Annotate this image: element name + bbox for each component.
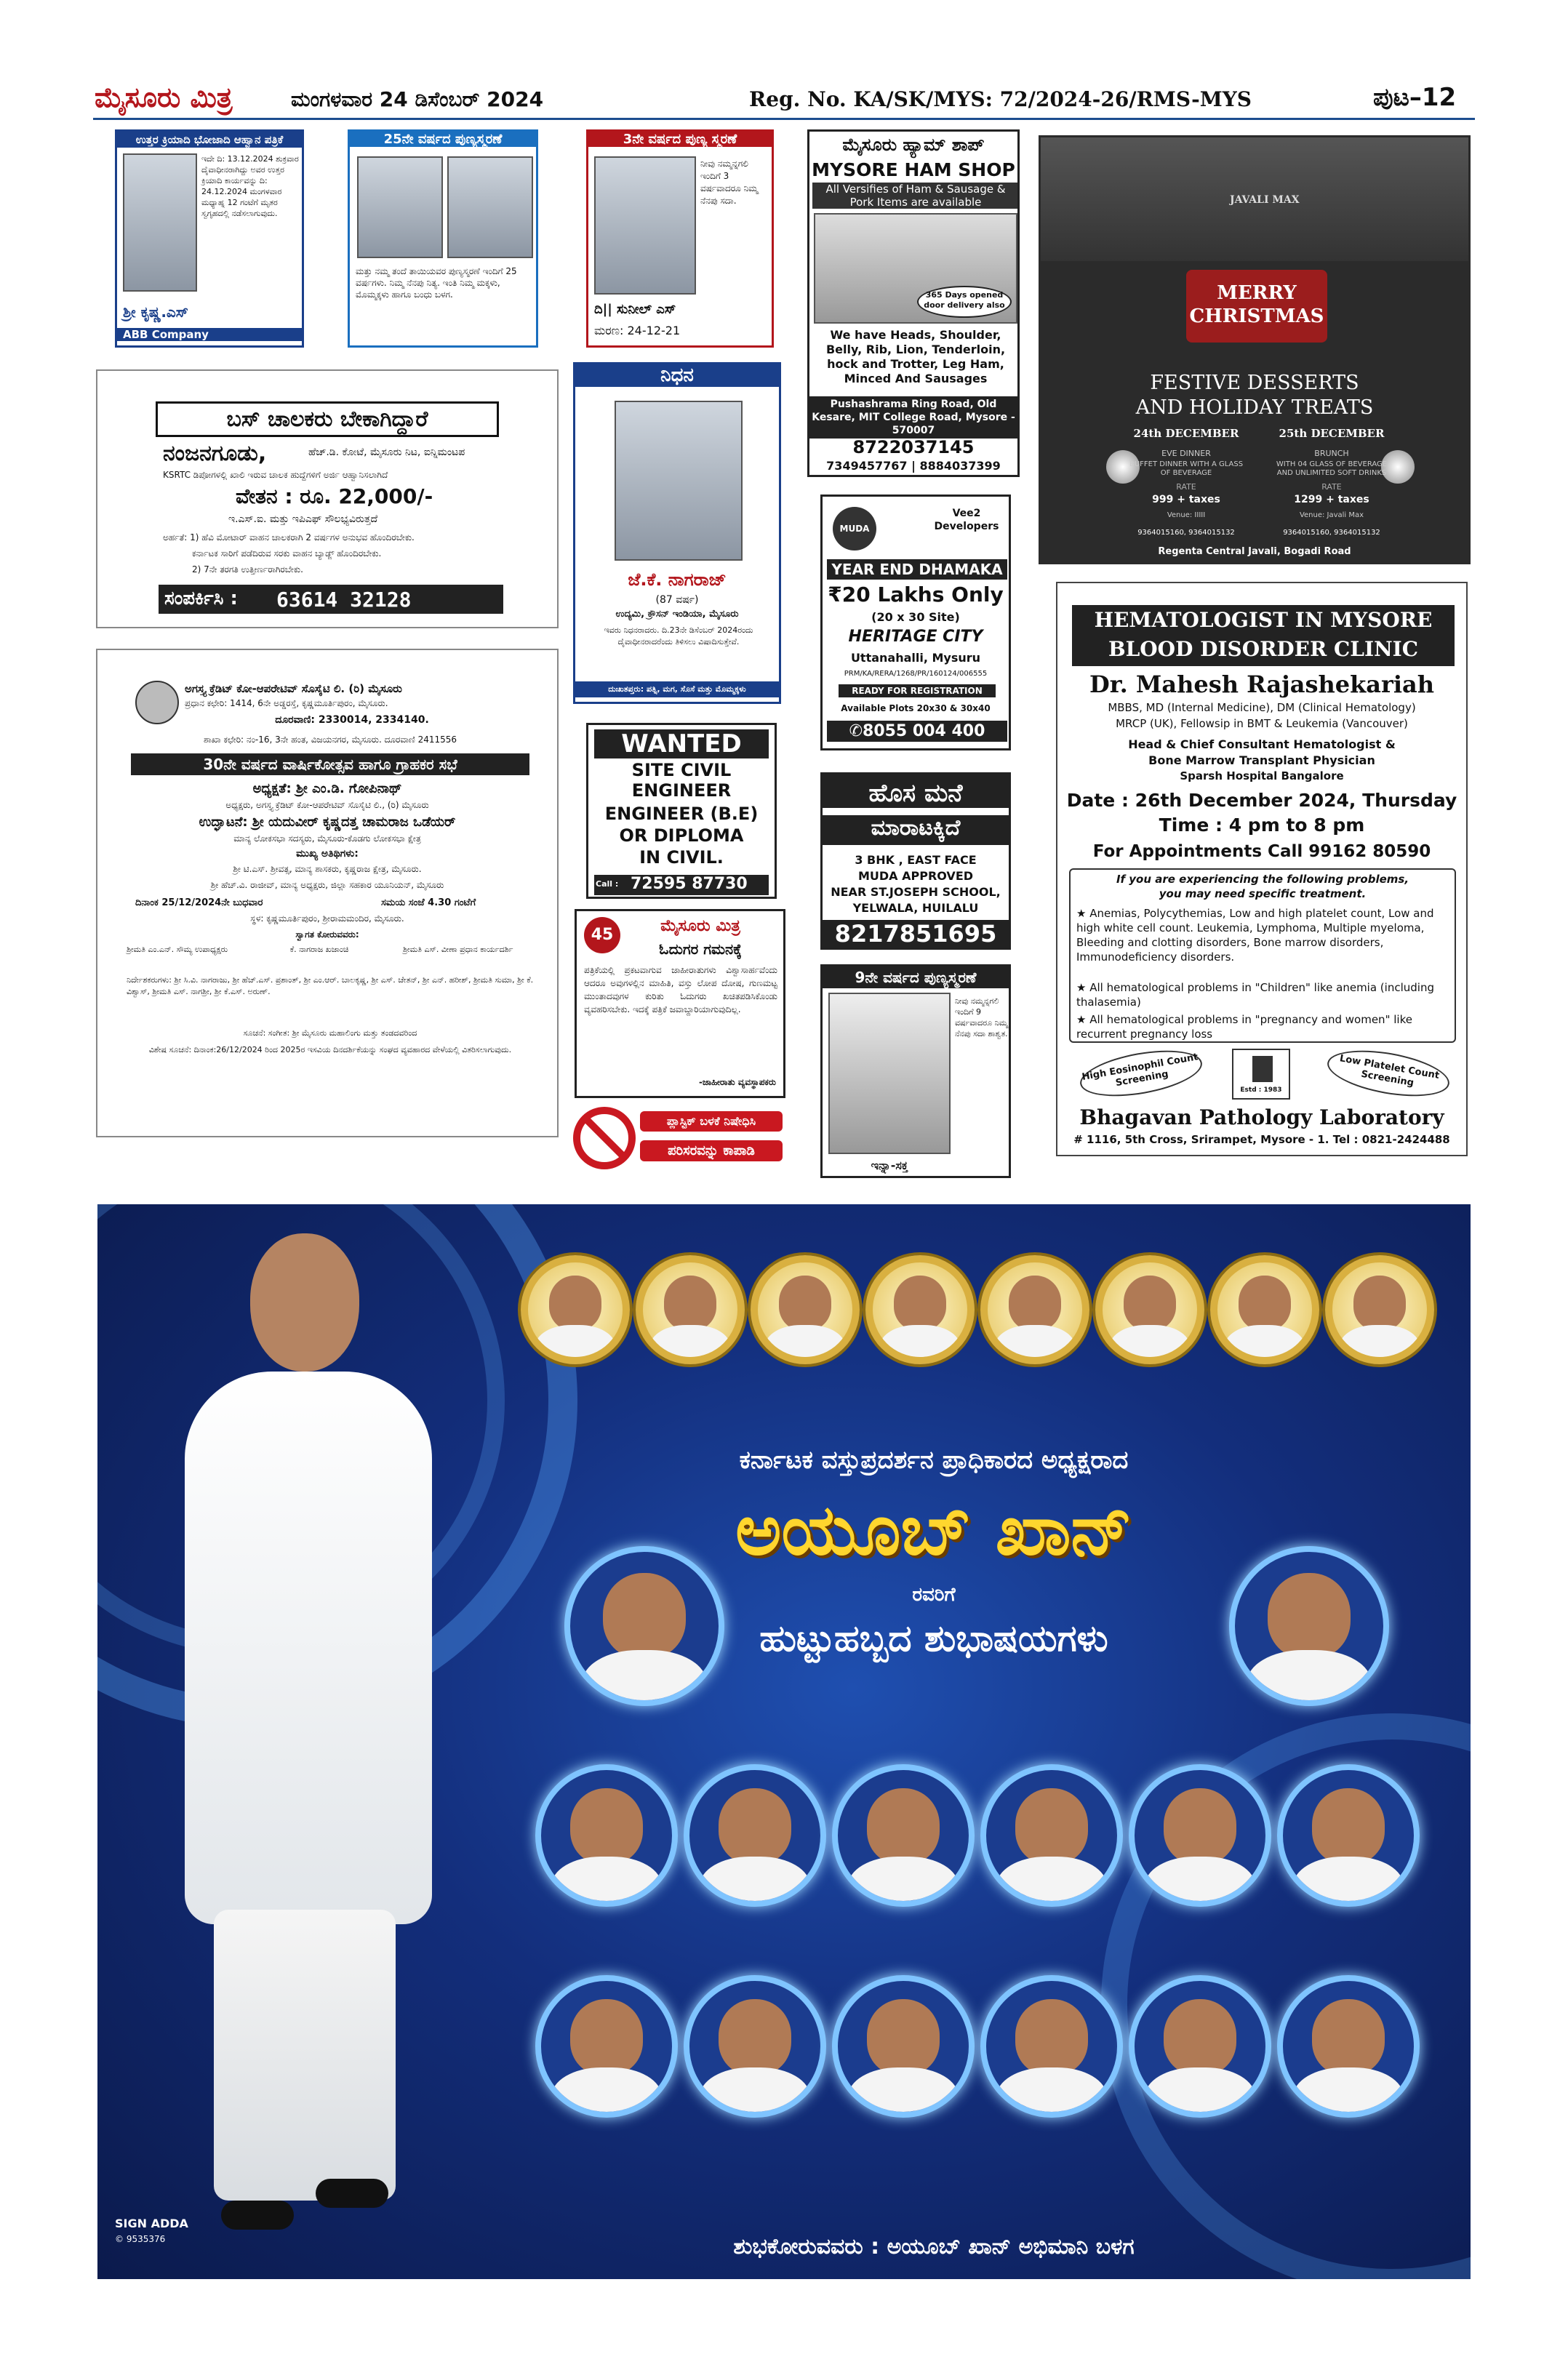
no-plastic-slash xyxy=(583,1116,628,1161)
doctor-role-2: Bone Marrow Transplant Physician xyxy=(1148,753,1375,767)
figure-shoe-left xyxy=(221,2201,294,2230)
designer-credit: SIGN ADDA xyxy=(115,2217,188,2230)
eve-date: 24th DECEMBER xyxy=(1133,427,1239,440)
lab-established: Estd : 1983 xyxy=(1240,1086,1282,1094)
registration-number: Reg. No. KA/SK/MYS: 72/2024-26/RMS-MYS xyxy=(749,87,1252,111)
event-venue: ಸ್ಥಳ: ಕೃಷ್ಣಮೂರ್ತಿಪುರಂ, ಶ್ರೀರಾಮಮಂದಿರ, ಮೈಸೂರು. xyxy=(250,913,404,924)
supporter-photo-row3-5 xyxy=(1129,1975,1271,2118)
lab-name: Bhagavan Pathology Laboratory xyxy=(1079,1105,1444,1129)
leader-photo-7 xyxy=(1210,1255,1319,1364)
doctor-name: Dr. Mahesh Rajashekariah xyxy=(1089,670,1435,698)
brunch-price: 1299 + taxes xyxy=(1294,494,1369,505)
call-label: Call : xyxy=(594,875,631,895)
brunch-venue: Venue: Javali Max xyxy=(1299,511,1364,519)
project-location: Uttanahalli, Mysuru xyxy=(850,651,981,665)
shop-title: MYSORE HAM SHOP xyxy=(812,159,1015,180)
banner-wish: ಹುಟ್ಟುಹಬ್ಬದ ಶುಭಾಷಯಗಳು xyxy=(759,1617,1108,1660)
notice-text: ಪತ್ರಿಕೆಯಲ್ಲಿ ಪ್ರಕಟವಾಗುವ ಜಾಹೀರಾತುಗಳು ವಿಶ್ವಾಸಾರ್ಹವೆಂದು ಆದರೂ ಅವುಗಳಲ್ಲಿನ ಮಾಹಿತಿ, ವಸ್ತು ಲೋಪ ದೋಷ, ಗುಣಮಟ್ಟ ಮುಂತಾದವುಗಳ ಕುರಿತು ಓದುಗರು ಖಚಿತಪಡಿಸಿಕೊಂಡು ವ್ಯವಹರಿಸಬೇಕು. ಇದಕ್ಕೆ ಪತ್ರಿಕೆ ಜವಾಬ್ದಾರಿಯಾಗುವುದಿಲ್ಲ. xyxy=(584,965,777,1014)
deceased-name: ದಿ|| ಸುನೀಲ್ ಎಸ್ xyxy=(594,302,676,317)
place-secondary: ಹೆಚ್.ಡಿ. ಕೋಟೆ, ಮೈಸೂರು ನಿಟ, ಐನ್ನಿಮಂಟಪ xyxy=(308,447,465,458)
problems-box xyxy=(1069,868,1456,1043)
figure-head xyxy=(250,1233,359,1372)
welcome-secretary: ಶ್ರೀಮತಿ ಎಸ್. ವೀಣಾ ಪ್ರಧಾನ ಕಾರ್ಯದರ್ಶಿ xyxy=(403,945,513,954)
qualification-line-2: OR DIPLOMA xyxy=(619,825,744,846)
ad-title: 3ನೇ ವರ್ಷದ ಪುಣ್ಯ ಸ್ಮರಣೆ xyxy=(588,132,772,147)
anniversary-ad-3 xyxy=(586,129,774,348)
plastic-ban-ad xyxy=(570,1105,788,1171)
leader-photo-8 xyxy=(1325,1255,1434,1364)
death-date: ಮರಣ: 24-12-21 xyxy=(594,324,681,337)
ad-title: WANTED xyxy=(594,729,769,758)
plots-available: Available Plots 20x30 & 30x40 xyxy=(841,703,991,713)
society-phone: ದೂರವಾಣಿ: 2330014, 2334140. xyxy=(275,714,429,726)
phone: 8217851695 xyxy=(823,920,1009,948)
ad-title: ಹೊಸ ಮನೆ xyxy=(823,774,1009,808)
leader-photo-4 xyxy=(865,1255,975,1364)
supporter-photo-row2-6 xyxy=(1277,1764,1420,1907)
society-title: ಅಗಸ್ತ್ಯ ಕ್ರೆಡಿಟ್ ಕೋ-ಆಪರೇಟಿವ್ ಸೊಸೈಟಿ ಲಿ. (ರಿ) ಮೈಸೂರು xyxy=(185,682,402,695)
salary: ವೇತನ : ರೂ. 22,000/- xyxy=(236,484,433,508)
doctor-hospital: Sparsh Hospital Bangalore xyxy=(1180,769,1344,782)
event-inauguration-role: ಮಾನ್ಯ ಲೋಕಸಭಾ ಸದಸ್ಯರು, ಮೈಸೂರು-ಕೊಡಗು ಲೋಕಸಭಾ ಕ್ಷೇತ್ರ xyxy=(233,833,421,844)
doctor-degree-1: MBBS, MD (Internal Medicine), DM (Clinical Hematology) xyxy=(1108,701,1416,714)
obituary-ad-nagaraj xyxy=(573,362,781,704)
supporter-photo-row2-4 xyxy=(980,1764,1123,1907)
ready-badge: READY FOR REGISTRATION xyxy=(839,684,996,697)
event-title: 30ನೇ ವರ್ಷದ ವಾರ್ಷಿಕೋತ್ಸವ ಹಾಗೂ ಗ್ರಾಹಕರ ಸಭೆ xyxy=(131,753,529,775)
society-office: ಪ್ರಧಾನ ಕಛೇರಿ: 1414, 6ನೇ ಅಡ್ಡರಸ್ತೆ, ಕೃಷ್ಣಮೂರ್ತಿಪುರಂ, ಮೈಸೂರು. xyxy=(185,698,388,708)
leader-photo-2 xyxy=(636,1255,745,1364)
eve-label: EVE DINNER xyxy=(1161,449,1211,458)
deceased-name: ಶ್ರೀ ಕೃಷ್ಣ.ಎಸ್ xyxy=(123,303,188,321)
clinic-time: Time : 4 pm to 8 pm xyxy=(1159,814,1365,836)
qualification-line-3: IN CIVIL. xyxy=(639,847,724,868)
anniversary-ad-9 xyxy=(820,964,1011,1178)
contact-number: 63614 32128 xyxy=(271,585,503,614)
plastic-line-2: ಪರಿಸರವನ್ನು ಕಾಪಾಡಿ xyxy=(640,1140,783,1161)
event-date: ದಿನಾಂಕ 25/12/2024ನೇ ಬುಧವಾರ xyxy=(135,897,263,908)
plastic-line-1: ಪ್ಲಾಸ್ಟಿಕ್ ಬಳಕೆ ನಿಷೇಧಿಸಿ xyxy=(640,1111,783,1132)
shop-tagline: All Versifies of Ham & Sausage & Pork Items are available xyxy=(812,183,1019,209)
christmas-banner: MERRY CHRISTMAS xyxy=(1186,270,1327,343)
delivery-badge: 365 Days opened door delivery also xyxy=(917,286,1012,318)
christmas-ad xyxy=(1039,135,1471,564)
couple-photo-right xyxy=(447,156,533,258)
problems-intro-2: you may need specific treatment. xyxy=(1159,887,1367,900)
platelet-badge: Low Platelet Count Screening xyxy=(1324,1043,1452,1105)
shop-phone-primary: 8722037145 xyxy=(852,437,975,457)
brunch-desc: WITH 04 GLASS OF BEVERAGE AND UNLIMITED SOFT DRINKS xyxy=(1276,460,1388,477)
developer-logo: Vee2 Developers xyxy=(934,508,999,532)
supporter-photo-row2-5 xyxy=(1129,1764,1271,1907)
contact-label: ಸಂಪರ್ಕಿಸಿ : xyxy=(159,585,271,614)
lab-logo-mark xyxy=(1252,1056,1273,1082)
problems-list-1: ★ Anemias, Polycythemias, Low and high platelet count, Low and high white cell count. Leukemia, Lymphoma, Multiple myeloma, Bleeding and clotting disorders, Bone marrow disorders, Immunodeficiency disorders. xyxy=(1076,907,1434,964)
qualification-line-1: ENGINEER (B.E) xyxy=(604,804,759,824)
event-time: ಸಮಯ ಸಂಜೆ 4.30 ಗಂಟೆಗೆ xyxy=(381,897,476,908)
eve-venue: Venue: IIIII xyxy=(1167,511,1206,519)
leader-photo-1 xyxy=(521,1255,630,1364)
event-chair: ಅಧ್ಯಕ್ಷತೆ: ಶ್ರೀ ಎಂ.ಡಿ. ಗೋಪಿನಾಥ್ xyxy=(252,781,402,796)
brunch-phones: 9364015160, 9364015132 xyxy=(1283,529,1380,537)
lab-address: # 1116, 5th Cross, Srirampet, Mysore - 1. Tel : 0821-2424488 xyxy=(1073,1133,1450,1146)
position-line-1: SITE CIVIL xyxy=(631,760,732,780)
project-name: HERITAGE CITY xyxy=(848,628,983,646)
welcome-vice-president: ಶ್ರೀಮತಿ ಎಂ.ಎನ್. ಸೌಮ್ಯ ಉಪಾಧ್ಯಕ್ಷರು xyxy=(127,945,228,954)
supporter-photo-right xyxy=(1229,1546,1389,1706)
portrait-photo xyxy=(828,993,951,1154)
bus-drivers-ad xyxy=(96,369,559,628)
condition-2: ಕರ್ನಾಟಕ ಸಾರಿಗೆ ಪಡೆದಿರುವ ಸರಕು ವಾಹನ ಬ್ಯಾಡ್ಜ್ ಹೊಂದಿರಬೇಕು. xyxy=(192,548,382,559)
supporter-photo-row2-3 xyxy=(832,1764,975,1907)
birthday-banner xyxy=(97,1204,1471,2279)
doctor-role-1: Head & Chief Consultant Hematologist & xyxy=(1128,737,1396,751)
problems-list-2: ★ All hematological problems in "Children" like anemia (including thalasemia) xyxy=(1076,981,1434,1009)
condition-1: ಅರ್ಹತೆ: 1) ಹೆವಿ ಮೋಟಾರ್ ವಾಹನ ಚಾಲಕರಾಗಿ 2 ವರ್ಷಗಳ ಅನುಭವ ಹೊಂದಿರಬೇಕು. xyxy=(163,532,415,543)
eve-price: 999 + taxes xyxy=(1152,494,1220,505)
brand-name: ಮೈಸೂರು ಮಿತ್ರ xyxy=(660,917,740,935)
muda-logo: MUDA xyxy=(833,507,876,551)
society-branch: ಶಾಖಾ ಕಛೇರಿ: ನಂ-16, 3ನೇ ಹಂತ, ವಿಜಯನಗರ, ಮೈಸೂರು. ದೂರವಾಣಿ 2411556 xyxy=(203,734,457,745)
masthead: ಮೈಸೂರು ಮಿತ್ರ xyxy=(95,81,233,113)
special-note: ವಿಶೇಷ ಸೂಚನೆ: ದಿನಾಂಕ:26/12/2024 ರಿಂದ 2025ರ ಇಸವಿಯ ದಿನದರ್ಶಿಕೆಯನ್ನು ಸಂಘದ ವ್ಯವಹಾರದ ವೇಳೆಯಲ್ಲಿ ವಿತರಿಸಲಾಗುವುದು. xyxy=(148,1045,512,1054)
note-line: ಸೂಚನೆ: ಸಂಗೀತ: ಶ್ರೀ ಮೈಸೂರು ಮಹಾಲಿಂಗು ಮತ್ತು ತಂಡದವರಿಂದ xyxy=(243,1028,417,1038)
house-detail-4: YELWALA, HUILALU xyxy=(852,901,979,915)
deceased-org: ಉದ್ಯಮಿ, ಕ್ರೌಸನ್ ಇಂಡಿಯಾ, ಮೈಸೂರು xyxy=(615,609,739,620)
portrait-photo xyxy=(123,153,197,292)
ad-subtitle: ಮಾರಾಟಕ್ಕಿದೆ xyxy=(823,815,1009,845)
ad-title: HEMATOLOGIST IN MYSORE xyxy=(1072,605,1455,636)
banner-subtitle: ಕರ್ನಾಟಕ ವಸ್ತುಪ್ರದರ್ಶನ ಪ್ರಾಧಿಕಾರದ ಅಧ್ಯಕ್ಷರಾದ xyxy=(739,1446,1129,1475)
appointment-line: For Appointments Call 99162 80590 xyxy=(1092,842,1431,861)
ham-shop-ad xyxy=(807,129,1020,477)
hematologist-ad xyxy=(1056,582,1468,1156)
hotel-name: JAVALI MAX xyxy=(1230,194,1300,206)
brunch-label: BRUNCH xyxy=(1314,449,1349,458)
eve-desc: BUFFET DINNER WITH A GLASS OF BEVERAGE xyxy=(1129,460,1244,477)
eve-phones: 9364015160, 9364015132 xyxy=(1137,529,1235,537)
ad-text: ಮತ್ತು ನಮ್ಮ ತಂದೆ ತಾಯಿಯವರ ಪುಣ್ಯಸ್ಮರಣೆ ಇಂದಿಗೆ 25 ವರ್ಷಗಳು. ನಿಮ್ಮ ನೆನಪು ನಿತ್ಯ. ಇಂತಿ ನಿಮ್ಮ ಮಕ್ಕಳು, ಮೊಮ್ಮಕ್ಕಳು ಹಾಗೂ ಬಂಧು ಬಳಗ. xyxy=(356,266,517,300)
notice-title: ಓದುಗರ ಗಮನಕ್ಕೆ xyxy=(659,940,742,958)
header-rule xyxy=(93,118,1475,120)
phone: 72595 87730 xyxy=(631,875,769,895)
supporter-photo-row2-2 xyxy=(684,1764,826,1907)
rera-number: PRM/KA/RERA/1268/PR/160124/006555 xyxy=(844,670,988,678)
brunch-rate-label: RATE xyxy=(1321,482,1342,492)
ad-title: YEAR END DHAMAKA xyxy=(827,559,1007,580)
price: ₹20 Lakhs Only xyxy=(828,583,1004,606)
place-primary: ನಂಜನಗೂಡು, xyxy=(163,441,267,466)
position-line-2: ENGINEER xyxy=(631,780,732,801)
family-signature: ಇನ್ನಾ-ಸಕ್ತ xyxy=(871,1158,908,1172)
ad-text: ಇದೇ ದಿ: 13.12.2024 ಶುಕ್ರವಾರ ದೈವಾಧೀನರಾಗಿದ್ದು ಅವರ ಉತ್ತರ ಕ್ರಿಯಾದಿ ಕಾರ್ಯವನ್ನು ದಿ: 24.12.2024 ಮಂಗಳವಾರ ಮಧ್ಯಾಹ್ನ 12 ಗಂಟೆಗೆ ಮೃತರ ಸ್ವಗೃಹದಲ್ಲಿ ನಡೆಸಲಾಗುವುದು. xyxy=(201,154,299,218)
page-number: ಪುಟ–12 xyxy=(1373,83,1457,112)
hotel-address: Regenta Central Javali, Bogadi Road xyxy=(1158,546,1351,557)
figure-kurta xyxy=(185,1372,432,1924)
supporter-photo-row3-3 xyxy=(832,1975,975,2118)
heritage-city-ad xyxy=(820,495,1011,750)
banner-name: ಅಯೂಬ್ ಖಾನ್ xyxy=(735,1489,1132,1571)
ad-title: ನಿಧನ xyxy=(575,364,779,387)
readers-notice-ad xyxy=(575,909,785,1098)
anniversary-ad-25 xyxy=(348,129,538,348)
condition-3: 2) 7ನೇ ತರಗತಿ ಉತ್ತೀರ್ಣರಾಗಿರಬೇಕು. xyxy=(192,564,303,575)
phone: ✆8055 004 400 xyxy=(827,721,1007,742)
family-line: ದುಃಖತಪ್ತರು: ಪತ್ನಿ, ಮಗ, ಸೊಸೆ ಮತ್ತು ಮೊಮ್ಮಕ್ಕಳು xyxy=(575,681,779,697)
problems-list-3: ★ All hematological problems in "pregnancy and women" like recurrent pregnancy loss xyxy=(1076,1013,1412,1041)
ad-text: ಇವರು ನಿಧನರಾದರು. ದಿ.23ನೇ ಡಿಸೆಂಬರ್ 2024ರಂದು ದೈವಾಧೀನರಾದರೆಂದು ತಿಳಿಸಲು ವಿಷಾದಿಸುತ್ತೇವೆ. xyxy=(604,625,753,646)
directors-list: ನಿರ್ದೇಶಕರುಗಳು: ಶ್ರೀ ಸಿ.ವಿ. ನಾಗರಾಜು, ಶ್ರೀ ಹೆಚ್.ಎಸ್. ಪ್ರಶಾಂತ್, ಶ್ರೀ ಎಂ.ಆರ್. ಬಾಲಕೃಷ್ಣ, ಶ್ರೀ ಎಸ್. ಚೇತನ್, ಶ್ರೀ ಎನ್. ಹರೀಶ್, ಶ್ರೀಮತಿ ಸುಮಾ, ಶ್ರೀ ಕೆ. ವಿಶ್ವಾಸ್, ಶ್ರೀಮತಿ ಎಸ್. ನಾಗಶ್ರೀ, ಶ್ರೀ ಕೆ.ಎಸ್. ಅರುಣ್. xyxy=(127,975,534,996)
portrait-photo xyxy=(615,401,743,561)
cooperative-society-ad xyxy=(96,649,559,1137)
welcome-label: ಸ್ವಾಗತ ಕೋರುವವರು: xyxy=(295,929,359,940)
brunch-date: 25th DECEMBER xyxy=(1279,427,1385,440)
ad-text: ನೀವು ನಮ್ಮನ್ನಗಲಿ ಇಂದಿಗೆ 9 ವರ್ಷವಾದರೂ ನಿಮ್ಮ ನೆನಪು ಸದಾ ಶಾಶ್ವತ. xyxy=(955,996,1008,1038)
portrait-photo xyxy=(594,156,696,295)
banner-footer: ಶುಭಕೋರುವವರು : ಅಯೂಬ್ ಖಾನ್ ಅಭಿಮಾನಿ ಬಳಗ xyxy=(733,2234,1135,2259)
banner-to: ರವರಿಗೆ xyxy=(912,1584,956,1606)
no-plastic-icon xyxy=(573,1107,636,1169)
ad-subtitle: BLOOD DISORDER CLINIC xyxy=(1072,636,1455,666)
benefits: ಇ.ಎಸ್.ಐ. ಮತ್ತು ಇಪಿಎಫ್ ಸೌಲಭ್ಯವಿರುತ್ತದೆ xyxy=(228,513,378,525)
ad-title: 25ನೇ ವರ್ಷದ ಪುಣ್ಯಸ್ಮರಣೆ xyxy=(350,132,536,147)
ad-title: ಉತ್ತರ ಕ್ರಿಯಾದಿ ಭೋಜಾದಿ ಆಹ್ವಾನ ಪತ್ರಿಕೆ xyxy=(117,132,302,148)
house-detail-3: NEAR ST.JOSEPH SCHOOL, xyxy=(831,885,1001,899)
house-detail-1: 3 BHK , EAST FACE xyxy=(855,853,977,867)
festive-title: FESTIVE DESSERTS xyxy=(1150,372,1359,394)
ad-text: ನೀವು ನಮ್ಮನ್ನಗಲಿ ಇಂದಿಗೆ 3 ವರ್ಷವಾದರೂ ನಿಮ್ಮ ನೆನಪು ಸದಾ. xyxy=(700,159,759,206)
site-size: (20 x 30 Site) xyxy=(871,610,960,624)
ad-title: ಬಸ್ ಚಾಲಕರು ಬೇಕಾಗಿದ್ದಾರೆ xyxy=(156,401,499,437)
welcome-treasurer: ಕೆ. ನಾಗರಾಜ ಖಜಾಂಚಿ xyxy=(289,945,349,954)
wanted-engineer-ad xyxy=(586,723,777,899)
supporter-photo-row3-1 xyxy=(535,1975,678,2118)
guest-2: ಶ್ರೀ ಹೆಚ್.ವಿ. ರಾಜೀವ್, ಮಾನ್ಯ ಅಧ್ಯಕ್ಷರು, ಜಿಲ್ಲಾ ಸಹಕಾರ ಯೂನಿಯನ್, ಮೈಸೂರು xyxy=(210,880,444,890)
leader-photo-3 xyxy=(751,1255,860,1364)
deceased-name: ಜೆ.ಕೆ. ನಾಗರಾಜ್ xyxy=(628,569,727,590)
festive-title-2: AND HOLIDAY TREATS xyxy=(1135,396,1374,419)
house-detail-2: MUDA APPROVED xyxy=(857,869,974,883)
leader-photo-6 xyxy=(1095,1255,1204,1364)
leader-photo-5 xyxy=(980,1255,1089,1364)
event-chair-role: ಅಧ್ಯಕ್ಷರು, ಅಗಸ್ತ್ಯ ಕ್ರೆಡಿಟ್ ಕೋ-ಆಪರೇಟಿವ್ ಸೊಸೈಟಿ ಲಿ., (ರಿ) ಮೈಸೂರು xyxy=(225,800,429,810)
supporter-photo-row2-1 xyxy=(535,1764,678,1907)
notice-sign: -ಜಾಹೀರಾತು ವ್ಯವಸ್ಥಾಪಕರು xyxy=(698,1077,776,1087)
badge-45: 45 xyxy=(584,917,620,953)
main-person-figure xyxy=(97,1233,505,2237)
supporter-photo-row3-6 xyxy=(1277,1975,1420,2118)
doctor-degree-2: MRCP (UK), Fellowsip in BMT & Leukemia (Vancouver) xyxy=(1116,717,1408,730)
ad-title: 9ನೇ ವರ್ಷದ ಪುಣ್ಯಸ್ಮರಣೆ xyxy=(823,966,1009,988)
supporter-photo-row3-2 xyxy=(684,1975,826,2118)
company-name: ABB Company xyxy=(117,328,302,341)
shop-address: Pushashrama Ring Road, Old Kesare, MIT College Road, Mysore - 570007 xyxy=(809,396,1017,439)
supporter-photo-left xyxy=(564,1546,724,1706)
figure-legs xyxy=(214,1910,396,2201)
date-line: ಮಂಗಳವಾರ 24 ಡಿಸೆಂಬರ್ 2024 xyxy=(291,87,544,111)
guests-label: ಮುಖ್ಯ ಅತಿಥಿಗಳು: xyxy=(296,848,359,860)
eve-rate-label: RATE xyxy=(1176,482,1196,492)
shop-title-kannada: ಮೈಸೂರು ಹ್ಯಾಮ್ ಶಾಪ್ xyxy=(842,135,985,155)
figure-shoe-right xyxy=(316,2179,388,2208)
clinic-date: Date : 26th December 2024, Thursday xyxy=(1066,790,1457,811)
lab-logo xyxy=(1232,1049,1290,1100)
problems-intro-1: If you are experiencing the following problems, xyxy=(1116,873,1409,886)
event-inauguration: ಉದ್ಘಾಟನೆ: ಶ್ರೀ ಯದುವೀರ್ ಕೃಷ್ಣದತ್ತ ಚಾಮರಾಜ ಒಡೆಯರ್ xyxy=(199,814,456,830)
obituary-ad-krishna xyxy=(115,129,304,348)
couple-photo-left xyxy=(357,156,443,258)
eosinophil-badge: High Eosinophil Count Screening xyxy=(1076,1043,1205,1105)
house-for-sale-ad xyxy=(820,772,1011,950)
ad-description: KSRTC ಡಿಪೋಗಳಲ್ಲಿ ಖಾಲಿ ಇರುವ ಚಾಲಕ ಹುದ್ದೆಗಳಿಗೆ ಅರ್ಜಿ ಆಹ್ವಾನಿಸಲಾಗಿದೆ xyxy=(163,470,388,480)
shop-phone-secondary: 7349457767 | 8884037399 xyxy=(826,459,1001,473)
designer-phone: © 9535376 xyxy=(115,2234,166,2244)
supporter-photo-row3-4 xyxy=(980,1975,1123,2118)
product-list: We have Heads, Shoulder, Belly, Rib, Lion, Tenderloin, hock and Trotter, Leg Ham, Minced And Sausages xyxy=(825,328,1006,385)
guest-1: ಶ್ರೀ ಟಿ.ಎಸ್. ಶ್ರೀವತ್ಸ, ಮಾನ್ಯ ಶಾಸಕರು, ಕೃಷ್ಣರಾಜ ಕ್ಷೇತ್ರ, ಮೈಸೂರು. xyxy=(233,864,422,874)
deceased-age: (87 ವರ್ಷ) xyxy=(655,594,699,606)
